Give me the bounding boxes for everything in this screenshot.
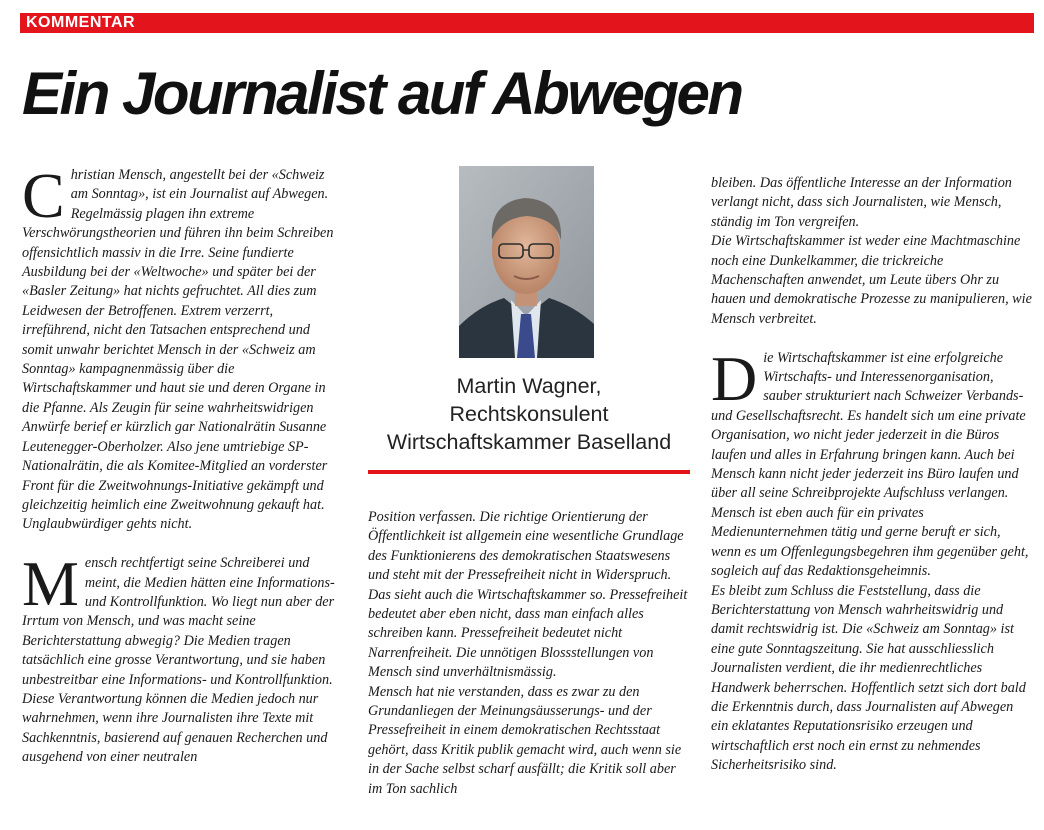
paragraph	[711, 174, 1033, 232]
article-column-2	[368, 508, 690, 799]
paragraph-text: ie Wirtschaftskammer ist eine erfolgreiche Wirtschafts- und Interessenorganisation, sauber strukturiert nach Schweizer Verbands- und Gesellschaftsrecht. Es handelt sich um eine private Organisation, wo nicht jeder jederzeit in die Büros laufen und alles in Erfahrung bringen kann. Auch bei Mensch kann nicht jeder jederzeit ins Büro laufen und über all seine Schreibprojekte Aufschluss verlangen. Mensch ist eben auch für ein privates Medienunternehmen tätig und gerne beruft er sich, wenn es um Offenlegungsbegehren ihm gegenüber geht, sogleich auf das Redaktionsgeheimnis.	[711, 349, 1029, 580]
paragraph-text: Die Wirtschaftskammer ist weder eine Machtmaschine noch eine Dunkelkammer, die trickreiche Machenschaften anwendet, um Leute übers Ohr zu hauen und demokratische Prozesse zu manipulieren, wie Mensch verbreitet.	[711, 233, 1032, 327]
author-portrait-image	[459, 166, 594, 358]
kicker-bar	[20, 13, 1034, 33]
author-organization: Wirtschaftskammer Baselland	[386, 430, 672, 454]
paragraph-text: Es bleibt zum Schluss die Feststellung, dass die Berichterstattung von Mensch wahrheitswidrig und damit rechtswidrig ist. Die «Schweiz am Sonntag» ist eine gute Sonntagszeitung. Sie hat ausschliesslich Journalisten verdient, die ihr medienrechtliches Handwerk beherrschen. Hoffentlich setzt sich dort bald die Erkenntnis durch, dass Journalisten auf Abwegen ein eklatantes Reputationsrisiko erzeugen und wirtschaftlich erst noch ein ernst zu nehmendes Sicherheitsrisiko sind.	[711, 582, 1026, 774]
caption-divider	[368, 470, 690, 474]
paragraph	[22, 548, 344, 767]
headline: Ein Journalist auf Abwegen	[22, 60, 742, 127]
dropcap: C	[22, 160, 65, 231]
paragraph	[711, 232, 1033, 329]
paragraph	[711, 342, 1033, 582]
kicker-label: KOMMENTAR	[26, 14, 136, 31]
dropcap: M	[22, 548, 79, 620]
article-column-1	[22, 160, 344, 768]
paragraph	[368, 683, 690, 799]
author-role: Rechtskonsulent	[449, 402, 609, 426]
paragraph-text: hristian Mensch, angestellt bei der «Schweiz am Sonntag», ist ein Journalist auf Abwegen. Regelmässig plagen ihn extreme Verschwörungstheorien und führen ihn beim Schreiben offensichtlich massiv in die Irre. Seine fundierte Ausbildung bei der «Weltwoche» und später bei der «Basler Zeitung» hat nichts gefruchtet. All dies zum Leidwesen der Betroffenen. Extrem verzerrt, irreführend, nicht den Tatsachen entsprechend und somit unwahr berichtet Mensch in der «Schweiz am Sonntag» kampagnenmässig über die Wirtschaftskammer und haut sie und deren Organe in die Pfanne. Als Zeugin für seine wahrheitswidrigen Anwürfe berief er kürzlich gar Nationalrätin Susanne Leutenegger-Oberholzer. Also jene umtriebige SP-Nationalrätin, die als Komitee-Mitglied an vorderster Front für die Zweitwohnungs-Initiative gekämpft und gleichzeitig heimlich eine Zweitwohnung gekauft hat. Unglaubwürdiger gehts nicht.	[22, 167, 334, 533]
paragraph-text: Mensch hat nie verstanden, dass es zwar zu den Grundanliegen der Meinungsäusserungs- und der Pressefreiheit in einem demokratischen Rechtsstaat gehört, dass Kritik publik gemacht wird, auch wenn sie in der Sache selbst scharf ausfällt; die Kritik soll aber im Ton sachlich	[368, 683, 682, 797]
paragraph	[368, 508, 690, 683]
paragraph-text: Position verfassen. Die richtige Orientierung der Öffentlichkeit ist allgemein eine wesentliche Grundlage des Funktionierens des demokratischen Staatswesens und steht mit der Pressefreiheit nicht in Widerspruch. Das sieht auch die Wirtschaftskammer so. Pressefreiheit bedeutet aber eben nicht, dass man einfach alles schreiben kann. Pressefreiheit bedeutet nicht Narrenfreiheit. Die unnötigen Blossstellungen von Mensch sind unverhältnismässig.	[368, 509, 688, 681]
paragraph	[22, 160, 344, 535]
author-photo	[459, 166, 594, 358]
article-column-3	[711, 174, 1033, 776]
dropcap: D	[711, 342, 758, 414]
paragraph-text: bleiben. Das öffentliche Interesse an der Information verlangt nicht, dass sich Journalisten, wie Mensch, ständig im Ton vergreifen.	[711, 175, 1012, 230]
paragraph-text: ensch rechtfertigt seine Schreiberei und meint, die Medien hätten eine Informations- und Kontrollfunktion. Wo liegt nun aber der Irrtum von Mensch, und was macht seine Berichterstattung abwegig? Die Medien tragen tatsächlich eine grosse Verantwortung, und sie haben unbestreitbar eine Informations- und Kontrollfunktion. Diese Verantwortung können die Medien jedoch nur wahrnehmen, wenn ihre Journalisten ihre Texte mit Sachkenntnis, basierend auf genauen Recherchen und ausgehend von einer neutralen	[22, 555, 335, 766]
paragraph	[711, 582, 1033, 776]
author-name: Martin Wagner,	[456, 374, 602, 398]
author-caption	[368, 372, 690, 456]
